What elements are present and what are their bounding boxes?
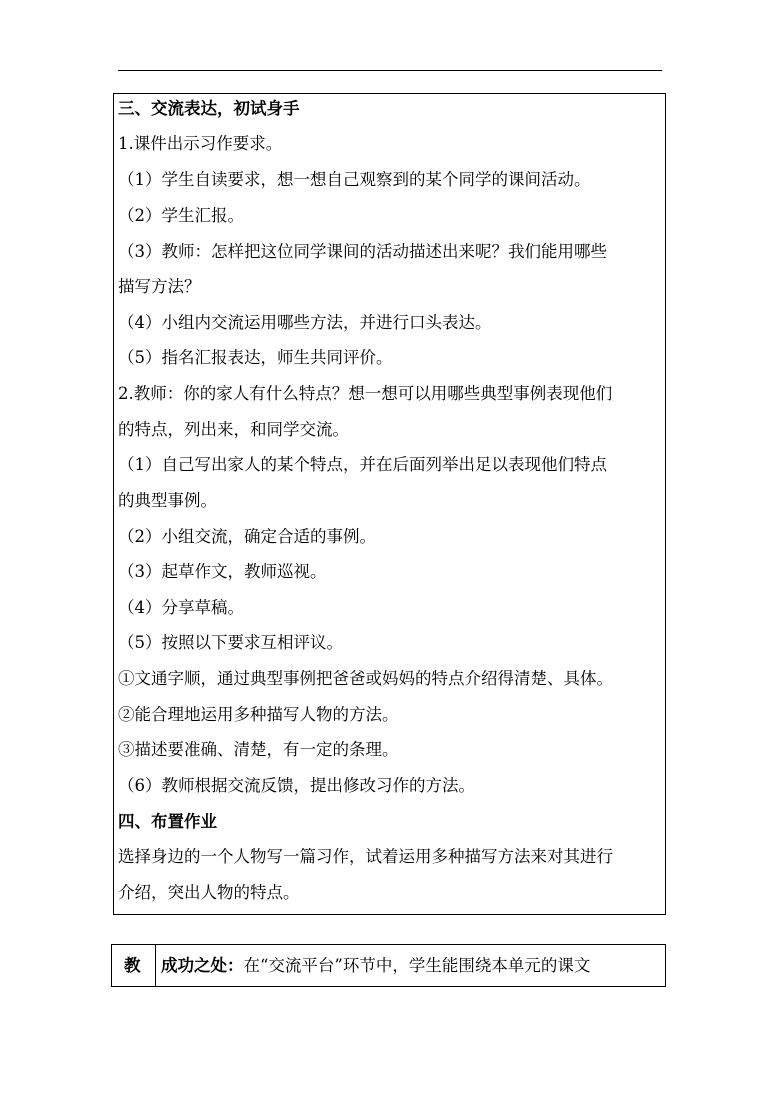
text-line: ③描述要准确、清楚，有一定的条理。 [118,740,399,759]
text-line: 1.课件出示习作要求。 [118,134,283,153]
text-line: （5）按照以下要求互相评议。 [118,633,343,652]
text-line: （1）自己写出家人的某个特点，并在后面列举出足以表现他们特点 [118,455,607,474]
text-line: （2）学生汇报。 [118,206,244,225]
text-line: 的典型事例。 [118,491,217,510]
reflection-bold-prefix: 成功之处： [161,956,244,975]
text-line: 介绍，突出人物的特点。 [118,883,300,902]
header-rule [118,70,662,71]
section-heading-homework: 四、布置作业 [118,812,217,831]
text-line: （2）小组交流，确定合适的事例。 [118,527,376,546]
text-line: ①文通字顺，通过典型事例把爸爸或妈妈的特点介绍得清楚、具体。 [118,669,613,688]
text-line: （1）学生自读要求，想一想自己观察到的某个同学的课间活动。 [118,170,591,189]
text-line: （3）教师：怎样把这位同学课间的活动描述出来呢？我们能用哪些 [118,242,607,261]
text-line: （5）指名汇报表达，师生共同评价。 [118,348,393,367]
text-line: ②能合理地运用多种描写人物的方法。 [118,705,399,724]
text-line: （4）小组内交流运用哪些方法，并进行口头表达。 [118,313,492,332]
text-line: 描写方法？ [118,277,201,296]
text-line: （4）分享草稿。 [118,598,244,617]
reflection-label: 教 [124,956,141,975]
text-line: 的特点，列出来，和同学交流。 [118,420,349,439]
reflection-body: 在“交流平台”环节中，学生能围绕本单元的课文 [243,956,591,975]
text-line: （3）起草作文，教师巡视。 [118,562,327,581]
section-heading-exchange: 三、交流表达，初试身手 [118,99,300,118]
reflection-text [161,956,590,976]
text-line: 选择身边的一个人物写一篇习作，试着运用多种描写方法来对其进行 [118,847,613,866]
text-line: （6）教师根据交流反馈，提出修改习作的方法。 [118,776,475,795]
text-line: 2.教师：你的家人有什么特点？想一想可以用哪些典型事例表现他们 [118,384,613,403]
reflection-table-divider [155,944,156,987]
